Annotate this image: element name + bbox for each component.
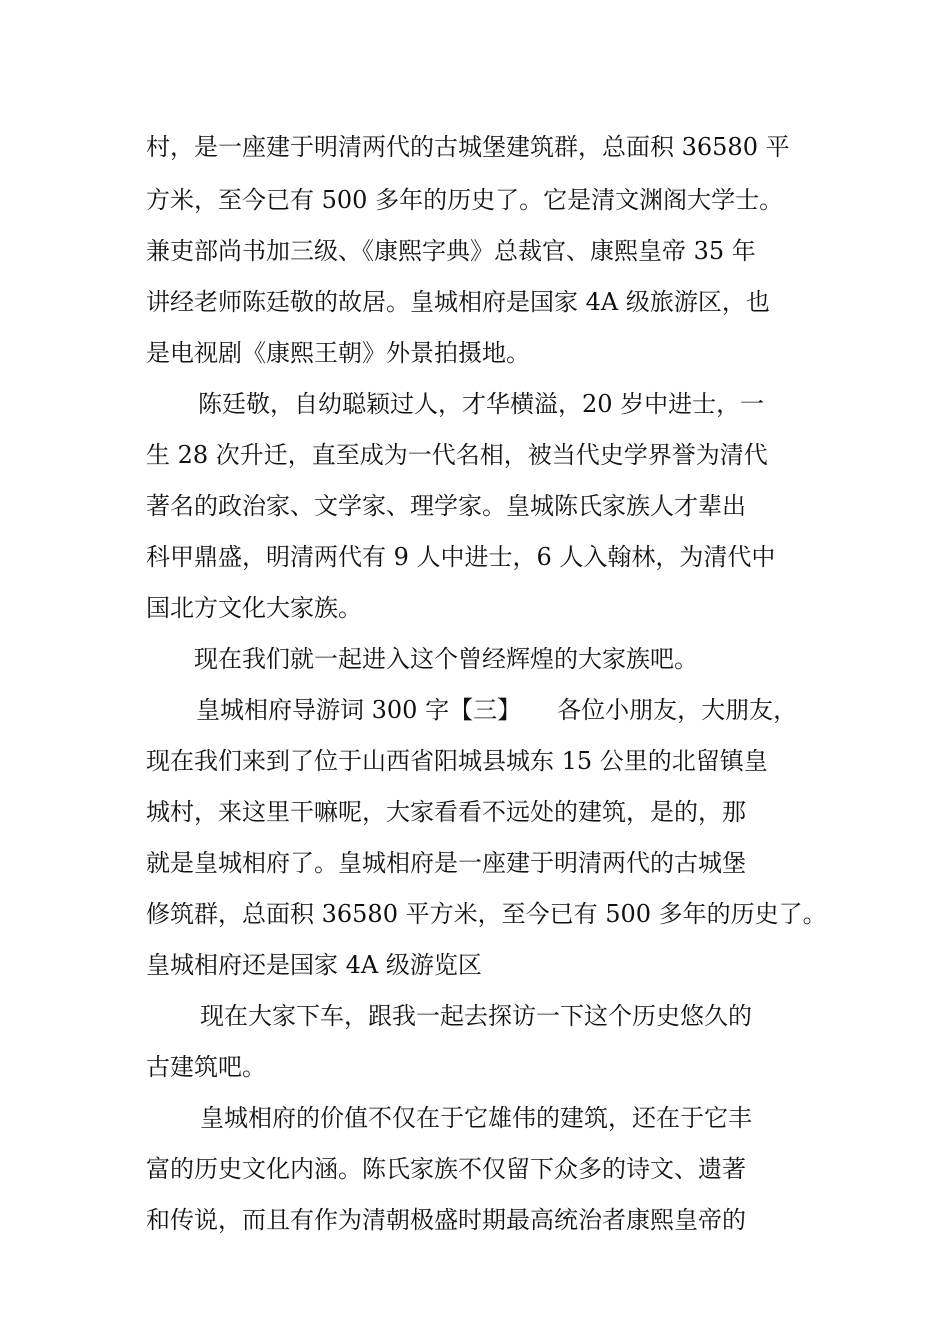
text-line: 城村，来这里干嘛呢，大家看看不远处的建筑，是的，那	[146, 798, 746, 826]
text-line: 讲经老师陈廷敬的故居。皇城相府是国家 4A 级旅游区，也	[146, 288, 770, 316]
text-line: 修筑群，总面积 36580 平方米，至今已有 500 多年的历史了。	[146, 900, 827, 928]
section-heading-line: 皇城相府导游词 300 字【三】 各位小朋友，大朋友，	[196, 696, 798, 724]
text-line: 是电视剧《康熙王朝》外景拍摄地。	[146, 339, 530, 367]
text-line: 生 28 次升迁，直至成为一代名相，被当代史学界誉为清代	[146, 441, 768, 469]
text-line: 富的历史文化内涵。陈氏家族不仅留下众多的诗文、遗著	[146, 1155, 746, 1183]
text-line: 现在我们来到了位于山西省阳城县城东 15 公里的北留镇皇	[146, 747, 768, 775]
text-line: 皇城相府还是国家 4A 级游览区	[146, 951, 482, 979]
text-line: 和传说，而且有作为清朝极盛时期最高统治者康熙皇帝的	[146, 1206, 746, 1234]
text-line: 兼吏部尚书加三级、《康熙字典》总裁官、康熙皇帝 35 年	[146, 237, 756, 265]
text-line: 国北方文化大家族。	[146, 594, 362, 622]
paragraph-start-line: 皇城相府的价值不仅在于它雄伟的建筑，还在于它丰	[200, 1104, 752, 1132]
text-line: 古建筑吧。	[146, 1053, 266, 1081]
text-line: 方米，至今已有 500 多年的历史了。它是清文渊阁大学士。	[146, 186, 784, 214]
paragraph-start-line: 陈廷敬，自幼聪颖过人，才华横溢，20 岁中进士，一	[198, 390, 765, 418]
text-line: 村，是一座建于明清两代的古城堡建筑群，总面积 36580 平	[146, 133, 790, 161]
text-line: 就是皇城相府了。皇城相府是一座建于明清两代的古城堡	[146, 849, 746, 877]
paragraph-start-line: 现在我们就一起进入这个曾经辉煌的大家族吧。	[194, 645, 698, 673]
text-line: 著名的政治家、文学家、理学家。皇城陈氏家族人才辈出	[146, 492, 746, 520]
text-line: 科甲鼎盛，明清两代有 9 人中进士，6 人入翰林，为清代中	[146, 543, 776, 571]
paragraph-start-line: 现在大家下车，跟我一起去探访一下这个历史悠久的	[200, 1002, 752, 1030]
